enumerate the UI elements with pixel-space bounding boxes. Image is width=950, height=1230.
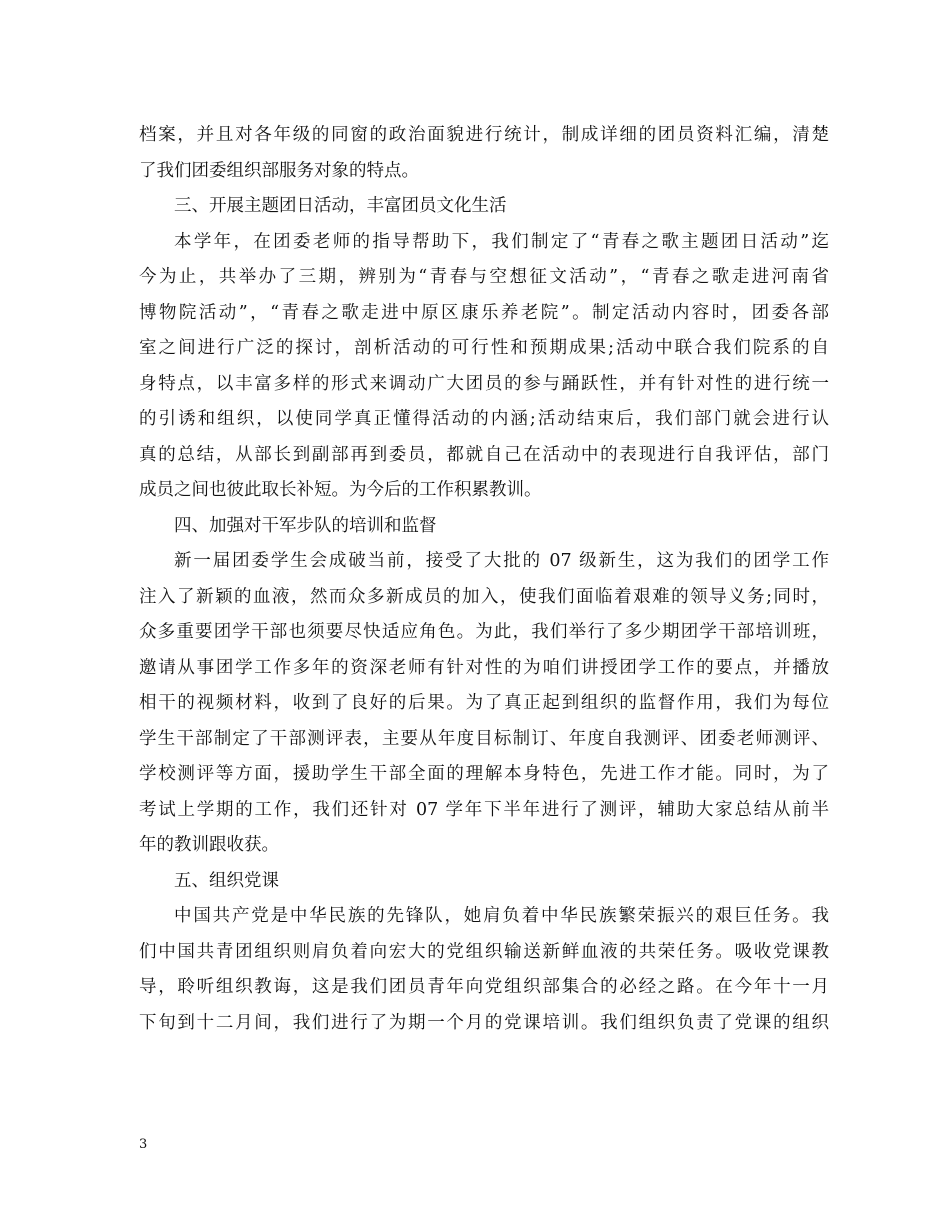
body-text: [139, 118, 829, 1041]
text-line: 四、加强对干军步队的培训和监督: [174, 515, 437, 536]
text-line: 学校测评等方面，援助学生干部全面的理解本身特色，先进工作才能。同时，为了: [139, 764, 829, 784]
text-line: 成员之间也彼此取长补短。为今后的工作积累教训。: [139, 480, 542, 500]
text-line: 真的总结，从部长到副部再到委员，都就自己在活动中的表现进行自我评估，部门: [139, 444, 829, 465]
text-line: 们中国共青团组织则肩负着向宏大的党组织输送新鲜血液的共荣任务。吸收党课教: [139, 941, 829, 962]
text-line: 室之间进行广泛的探讨，剖析活动的可行性和预期成果;活动中联合我们院系的自: [139, 338, 829, 358]
text-line: 中国共产党是中华民族的先锋队，她肩负着中华民族繁荣振兴的艰巨任务。我: [174, 906, 829, 926]
text-line: 本学年，在团委老师的指导帮助下，我们制定了“青春之歌主题团日活动”迄: [174, 231, 829, 252]
text-line: 五、组织党课: [174, 870, 279, 891]
text-line: 相干的视频材料，收到了良好的后果。为了真正起到组织的监督作用，我们为每位: [139, 693, 829, 713]
text-line: 档案，并且对各年级的同窗的政治面貌进行统计，制成详细的团员资料汇编，清楚: [139, 125, 829, 145]
text-line: 了我们团委组织部服务对象的特点。: [139, 160, 419, 181]
text-line: 导，聆听组织教诲，这是我们团员青年向党组织部集合的必经之路。在今年十一月: [139, 977, 829, 997]
text-line: 注入了新颖的血液，然而众多新成员的加入，使我们面临着艰难的领导义务;同时，: [139, 586, 829, 607]
text-line: 的引诱和组织，以使同学真正懂得活动的内涵;活动结束后，我们部门就会进行认: [139, 409, 829, 429]
page-number: 3: [139, 1137, 148, 1152]
text-line: 考试上学期的工作，我们还针对 07 学年下半年进行了测评，辅助大家总结从前半: [139, 799, 829, 820]
text-line: 今为止，共举办了三期，辨别为“青春与空想征文活动”，“青春之歌走进河南省: [139, 267, 829, 287]
text-line: 学生干部制定了干部测评表，主要从年度目标制订、年度自我测评、团委老师测评、: [139, 728, 829, 749]
text-line: 众多重要团学干部也须要尽快适应角色。为此，我们举行了多少期团学干部培训班，: [139, 622, 829, 642]
text-line: 三、开展主题团日活动，丰富团员文化生活: [174, 196, 507, 216]
text-line: 邀请从事团学工作多年的资深老师有针对性的为咱们讲授团学工作的要点，并播放: [139, 657, 829, 678]
text-line: 博物院活动”，“青春之歌走进中原区康乐养老院”。制定活动内容时，团委各部: [139, 302, 829, 323]
text-line: 年的教训跟收获。: [139, 835, 279, 855]
text-line: 下旬到十二月间，我们进行了为期一个月的党课培训。我们组织负责了党课的组织: [139, 1012, 829, 1033]
text-line: 身特点，以丰富多样的形式来调动广大团员的参与踊跃性，并有针对性的进行统一: [139, 373, 829, 394]
text-line: 新一届团委学生会成破当前，接受了大批的 07 级新生，这为我们的团学工作: [174, 551, 829, 571]
